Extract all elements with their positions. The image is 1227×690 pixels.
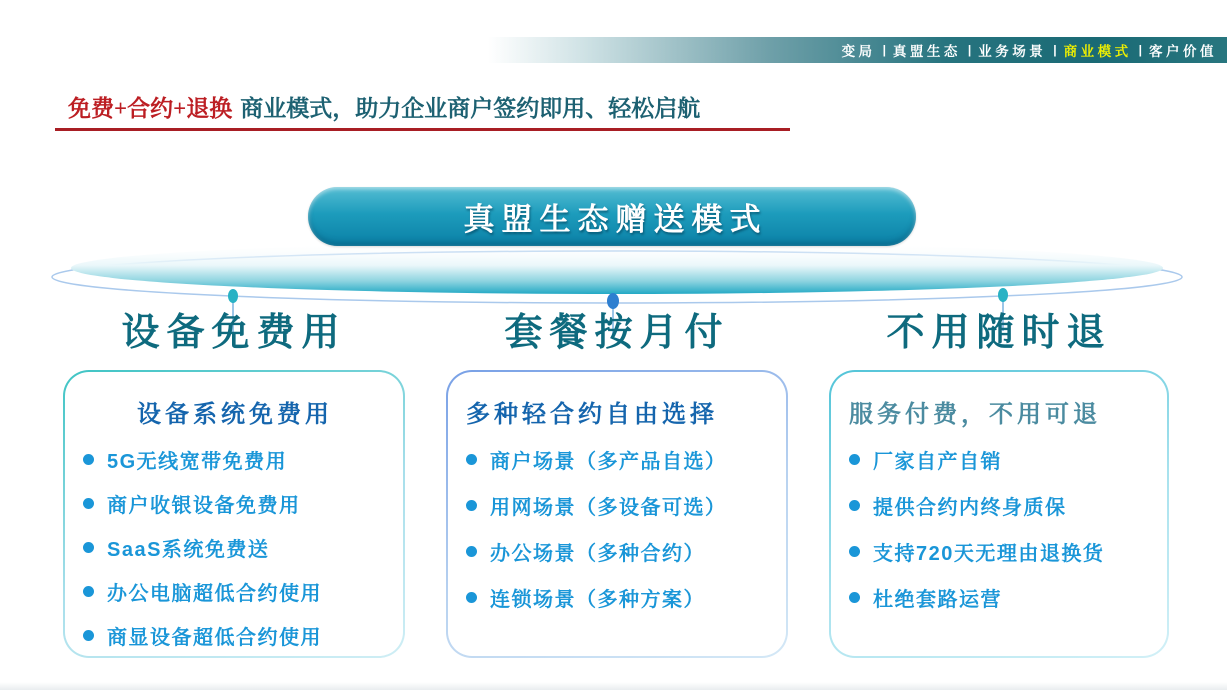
page-title	[68, 90, 700, 123]
nav-item-ecosystem[interactable]: 真盟生态	[892, 44, 961, 59]
bullet-dot-icon	[466, 546, 477, 557]
list-item: 杜绝套路运营	[849, 583, 1151, 612]
list-item: 商户场景（多产品自选）	[466, 445, 770, 474]
list-item: SaaS系统免费送	[83, 533, 387, 562]
bullet-dot-icon	[849, 546, 860, 557]
bullet-list	[83, 445, 387, 650]
page-title-rest: 商业模式，助力企业商户签约即用、轻松启航	[240, 96, 701, 121]
node-dot-center	[607, 293, 619, 309]
bullet-dot-icon	[83, 542, 94, 553]
bottom-fade	[0, 682, 1227, 690]
list-item: 商显设备超低合约使用	[83, 621, 387, 650]
list-item: 办公场景（多种合约）	[466, 537, 770, 566]
column-header: 不用随时退	[886, 312, 1112, 354]
list-item: 商户收银设备免费用	[83, 489, 387, 518]
nav-item-customer-value[interactable]: 客户价值	[1149, 44, 1217, 59]
nav-separator: |	[1138, 43, 1142, 57]
card-device-free	[63, 370, 405, 658]
list-item: 支持720天无理由退换货	[849, 537, 1151, 566]
nav-separator: |	[1053, 43, 1057, 57]
arc-outline	[52, 251, 1182, 303]
bullet-dot-icon	[466, 454, 477, 465]
gradient-dish	[71, 242, 1163, 294]
node-dot-right	[998, 288, 1008, 302]
list-item: 厂家自产自销	[849, 445, 1151, 474]
bullet-dot-icon	[466, 500, 477, 511]
card-title: 设备系统免费用	[137, 402, 333, 428]
columns	[63, 308, 1169, 658]
page-title-highlight: 免费+合约+退换	[68, 96, 233, 121]
bullet-dot-icon	[849, 592, 860, 603]
banner-label: 真盟生态赠送模式	[463, 202, 768, 237]
list-item: 办公电脑超低合约使用	[83, 577, 387, 606]
card-title: 多种轻合约自由选择	[466, 402, 718, 428]
bullet-dot-icon	[849, 500, 860, 511]
column-header: 套餐按月付	[504, 312, 730, 354]
list-item: 连锁场景（多种方案）	[466, 583, 770, 612]
bullet-list	[466, 445, 770, 612]
nav-separator: |	[882, 43, 886, 57]
nav-item-business-model-active[interactable]: 商业模式	[1063, 44, 1132, 59]
banner-pill	[308, 187, 916, 246]
nav-separator: |	[967, 43, 972, 57]
title-underline	[55, 128, 790, 131]
card-refund-anytime	[829, 370, 1169, 658]
list-item: 5G无线宽带免费用	[83, 445, 387, 474]
bullet-dot-icon	[83, 586, 94, 597]
nav-item-business-scenes[interactable]: 业务场景	[978, 44, 1047, 59]
top-nav-bar	[488, 37, 1227, 63]
list-item: 用网场景（多设备可选）	[466, 491, 770, 520]
bullet-dot-icon	[849, 454, 860, 465]
bullet-list	[849, 445, 1151, 612]
bullet-dot-icon	[83, 454, 94, 465]
column-monthly-plan	[446, 308, 788, 658]
column-device-free	[63, 308, 405, 658]
nav-item-change[interactable]: 变局	[841, 44, 876, 59]
list-item: 提供合约内终身质保	[849, 491, 1151, 520]
card-title: 服务付费，不用可退	[849, 402, 1101, 428]
bullet-dot-icon	[83, 498, 94, 509]
node-dot-left	[228, 289, 238, 303]
card-monthly-plan	[446, 370, 788, 658]
column-header: 设备免费用	[121, 312, 347, 354]
column-refund-anytime	[829, 308, 1169, 658]
bullet-dot-icon	[466, 592, 477, 603]
bullet-dot-icon	[83, 630, 94, 641]
